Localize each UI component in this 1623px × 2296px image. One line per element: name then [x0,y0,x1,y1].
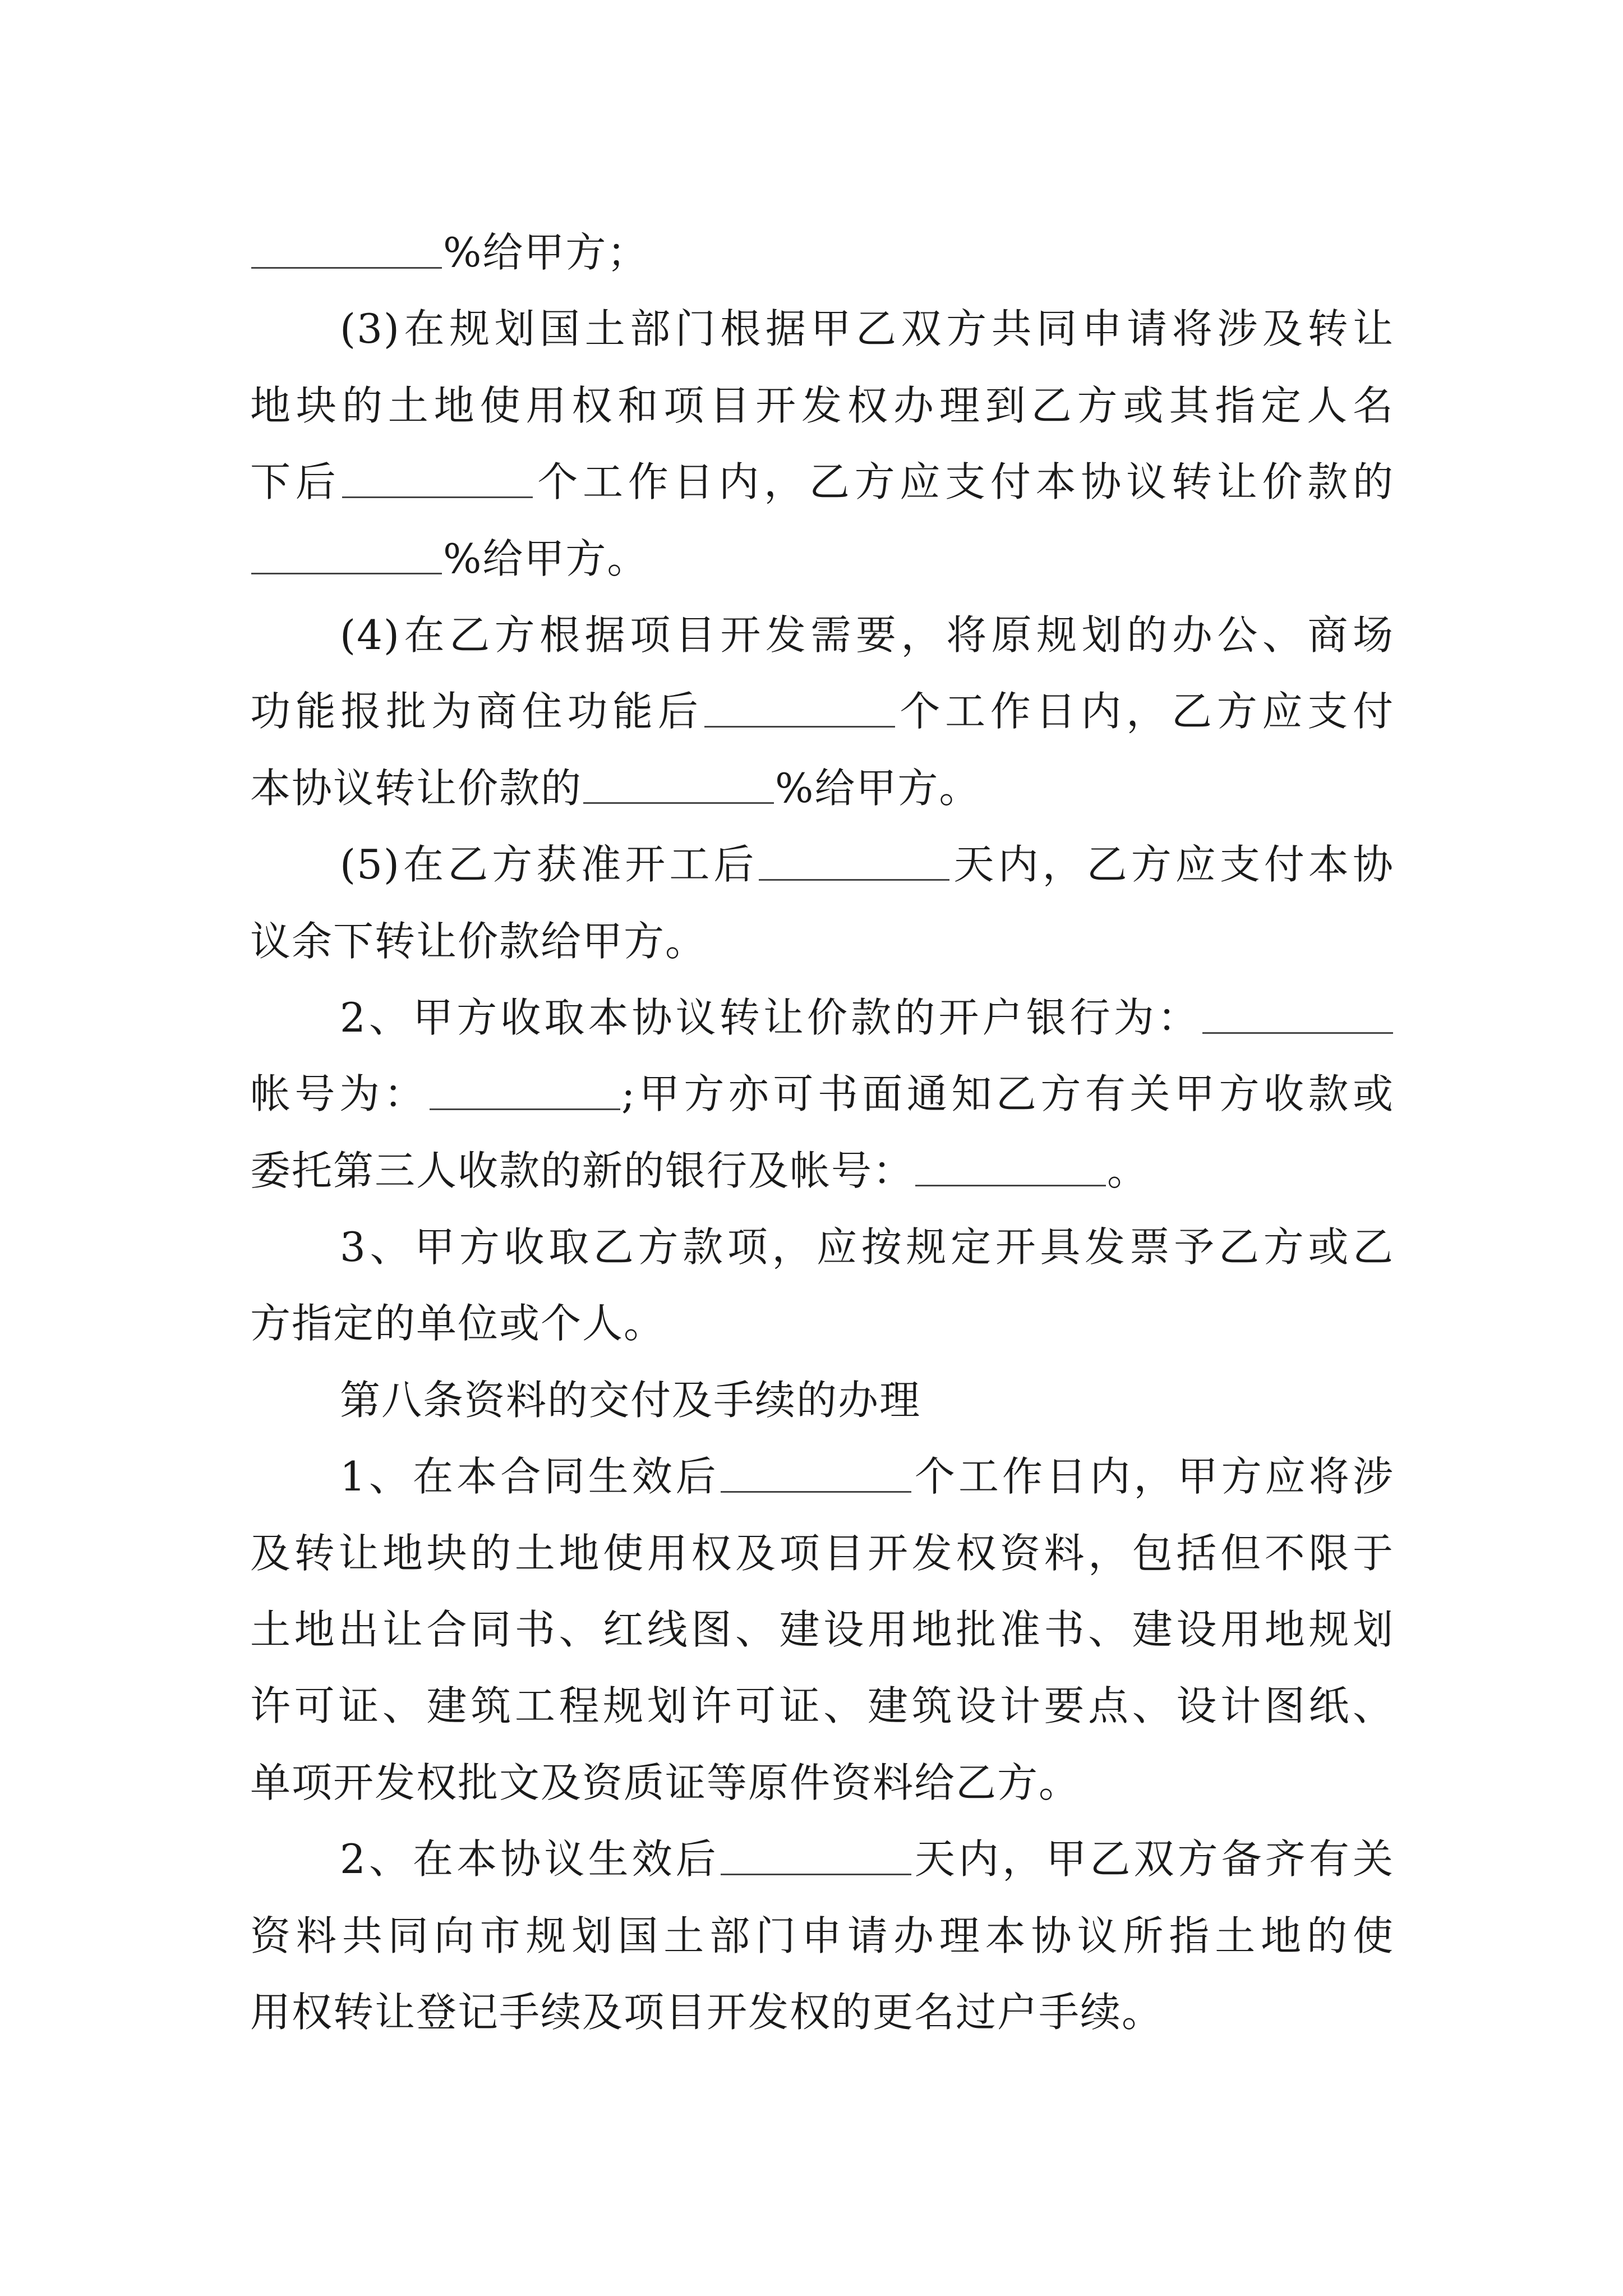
text-line [250,1438,1394,1515]
text-line [250,1974,1394,2050]
text-run: %给甲方； [443,229,649,276]
text-line [250,1209,1394,1285]
text-run: 单项开发权批文及资质证等原件资料给乙方。 [250,1759,1081,1806]
text-run: 功能报批为商住功能后 [250,688,703,735]
text-run: 用权转让登记手续及项目开发权的更名过户手续。 [250,1988,1164,2036]
text-line [250,1668,1394,1744]
text-run: 土地出让合同书、红线图、建设用地批准书、建设用地规划 [250,1606,1394,1654]
text-run: 议余下转让价款给甲方。 [250,917,707,965]
fill-in-blank [721,1451,911,1493]
text-line [250,214,1394,291]
text-line [250,291,1394,367]
text-run: 及转让地块的土地使用权及项目开发权资料，包括但不限于 [250,1529,1394,1577]
text-line [250,979,1394,1056]
text-run: 委托第三人收款的新的银行及帐号： [250,1147,915,1194]
text-line [250,1362,1394,1438]
text-line [250,673,1394,749]
fill-in-blank [1202,992,1393,1034]
text-line [250,1591,1394,1668]
text-line [250,367,1394,444]
fill-in-blank [915,1144,1106,1186]
text-line [250,1515,1394,1591]
text-run: 2、甲方收取本协议转让价款的开户银行为： [340,993,1201,1041]
text-line [250,1056,1394,1132]
text-run: %给甲方。 [443,535,649,582]
text-line [250,1821,1394,1897]
text-line [250,1285,1394,1361]
text-run: %给甲方。 [775,764,981,812]
fill-in-blank [759,839,949,881]
fill-in-blank [583,762,774,804]
text-run: 3、甲方收取乙方款项，应按规定开具发票予乙方或乙 [340,1223,1394,1271]
text-run: 第八条资料的交付及手续的办理 [340,1376,921,1424]
text-run: (3)在规划国土部门根据甲乙双方共同申请将涉及转让 [340,305,1394,353]
fill-in-blank [721,1833,911,1875]
document-body [250,214,1394,2050]
text-run: 个工作日内，乙方应支付 [896,688,1394,735]
text-line [250,1133,1394,1209]
fill-in-blank [430,1068,620,1110]
text-line [250,1745,1394,1821]
text-line [250,597,1394,673]
fill-in-blank [251,227,442,269]
text-run: 方指定的单位或个人。 [250,1300,666,1347]
text-run: 资料共同向市规划国土部门申请办理本协议所指土地的使 [250,1912,1394,1959]
text-run: (4)在乙方根据项目开发需要，将原规划的办公、商场 [340,611,1394,659]
text-run: 1、在本合同生效后 [340,1453,720,1501]
text-run: ;甲方亦可书面通知乙方有关甲方收款或 [621,1070,1394,1118]
text-line [250,1898,1394,1974]
text-line [250,444,1394,520]
fill-in-blank [342,456,533,498]
text-run: 个工作日内，乙方应支付本协议转让价款的 [533,458,1394,506]
text-run: 本协议转让价款的 [250,764,583,812]
text-run: 个工作日内，甲方应将涉 [912,1453,1394,1501]
fill-in-blank [704,685,895,728]
text-run: 天内，乙方应支付本协 [951,841,1394,889]
text-run: 2、在本协议生效后 [340,1835,720,1883]
text-line [250,903,1394,979]
fill-in-blank [251,532,442,574]
text-run: (5)在乙方获准开工后 [340,841,758,889]
text-line [250,750,1394,826]
text-run: 下后 [250,458,341,506]
text-run: 地块的土地使用权和项目开发权办理到乙方或其指定人名 [250,381,1394,429]
text-run: 帐号为： [250,1070,429,1118]
text-line [250,826,1394,903]
text-run: 。 [1107,1147,1149,1194]
text-run: 许可证、建筑工程规划许可证、建筑设计要点、设计图纸、 [250,1682,1394,1730]
text-line [250,521,1394,597]
text-run: 天内，甲乙双方备齐有关 [912,1835,1394,1883]
